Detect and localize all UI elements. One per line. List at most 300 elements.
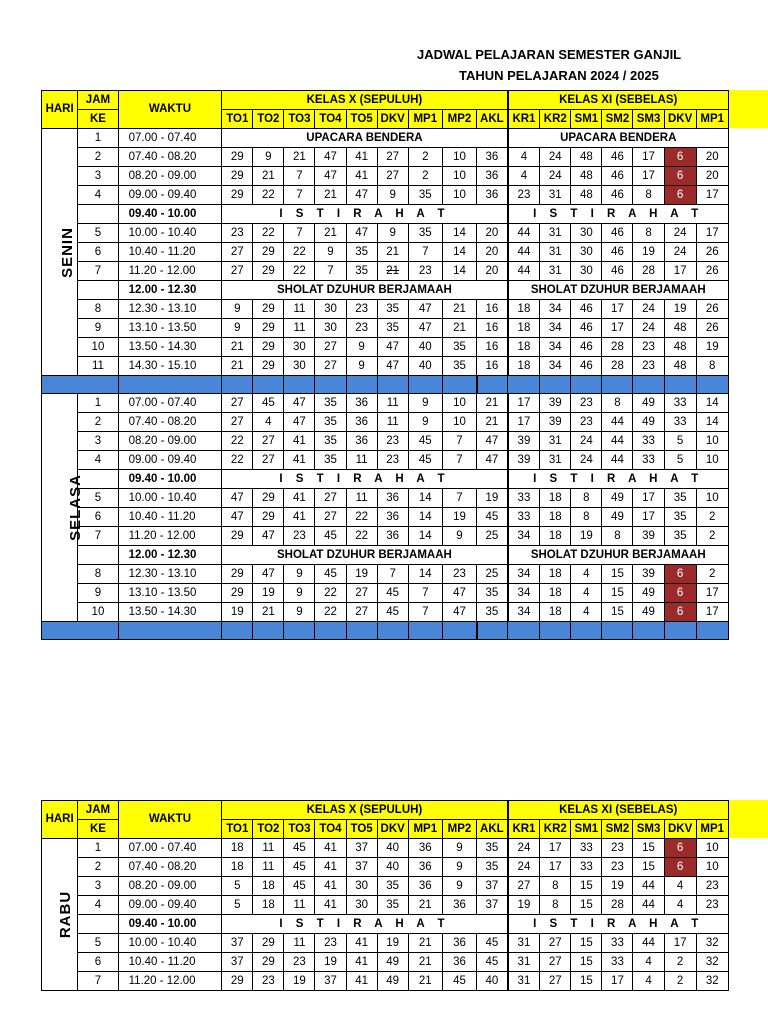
cell-xi: 17 [696,224,728,243]
cell-x: 5 [222,877,253,896]
header-kelas-xi: KELAS XI (SEBELAS) [508,801,729,820]
cell-xi: 35 [664,508,696,527]
cell-x: 9 [442,527,476,546]
cell-x: 47 [284,394,315,413]
cell-x: 19 [315,953,346,972]
table-row [42,565,760,584]
cell-x: 41 [315,858,346,877]
separator-cell [664,376,696,394]
cell-x: 49 [377,953,408,972]
table-row [42,394,760,413]
cell-x: 47 [442,584,476,603]
cell-x: 40 [408,338,442,357]
separator-cell [664,622,696,640]
cell-x: 19 [284,972,315,991]
cell-xi: 6 [664,603,696,622]
waktu: 09.40 - 10.00 [118,470,222,489]
day-label [42,129,78,376]
header-kelas-xi: KELAS XI (SEBELAS) [508,91,729,110]
cell-xi: 4 [508,167,540,186]
cell-xi: 8 [602,394,633,413]
cell-xi: 24 [508,858,540,877]
cell-x: 36 [408,839,442,858]
cell-xi: 32 [696,934,728,953]
cell-x: 35 [346,243,377,262]
separator-cell [571,622,602,640]
cell-x: 36 [346,413,377,432]
separator-cell [42,376,119,394]
cell-x: 35 [408,224,442,243]
cell-x: 29 [222,186,253,205]
cell-x: 37 [346,839,377,858]
cell-xi: 24 [664,243,696,262]
cell-xi: 17 [633,508,664,527]
cell-x: 37 [477,877,508,896]
waktu: 09.00 - 09.40 [118,186,222,205]
cell-x: 19 [253,584,284,603]
cell-xi: 2 [696,565,728,584]
cell-xi: 44 [602,413,633,432]
cell-xi: 4 [633,972,664,991]
cell-xi: 33 [633,451,664,470]
cell-x: 11 [284,896,315,915]
cell-x: 21 [477,413,508,432]
col-header-xi: MP1 [696,820,728,839]
cell-xi: 23 [571,394,602,413]
cell-xi: 2 [664,953,696,972]
schedule-subtitle: TAHUN PELAJARAN 2024 / 2025 [459,68,659,83]
cell-xi: 23 [696,896,728,915]
cell-xi: 8 [540,877,571,896]
cell-xi: 8 [696,357,728,376]
cell-xi: 31 [508,972,540,991]
col-header-x: TO4 [315,110,346,129]
cell-x: 45 [284,839,315,858]
cell-xi: 39 [508,432,540,451]
cell-xi: 31 [540,432,571,451]
cell-x: 45 [284,877,315,896]
span-xi-break: I S T I R A H A T [508,915,729,934]
cell-x: 22 [315,584,346,603]
cell-x: 9 [253,148,284,167]
table-row [42,934,760,953]
cell-xi: 34 [508,584,540,603]
cell-x: 45 [315,527,346,546]
cell-xi: 27 [540,972,571,991]
cell-xi: 4 [508,148,540,167]
cell-xi: 15 [633,839,664,858]
cell-xi: 35 [664,489,696,508]
cell-x: 35 [442,338,476,357]
waktu: 10.00 - 10.40 [118,934,222,953]
table-row [42,243,760,262]
waktu: 11.20 - 12.00 [118,972,222,991]
jam-ke: 2 [78,858,118,877]
cell-x: 35 [477,584,508,603]
jam-ke: 3 [78,432,118,451]
separator-cell [408,622,442,640]
header-hari: HARI [42,801,78,839]
col-header-x: MP2 [442,820,476,839]
col-header-x: TO2 [253,820,284,839]
cell-xi: 46 [571,357,602,376]
schedule-table-rabu [41,800,760,991]
cell-xi: 19 [664,300,696,319]
cell-xi: 6 [664,839,696,858]
cell-x: 19 [442,508,476,527]
jam-ke: 6 [78,508,118,527]
cell-xi: 32 [696,953,728,972]
waktu: 12.30 - 13.10 [118,565,222,584]
cell-xi: 48 [664,338,696,357]
cell-x: 23 [315,934,346,953]
jam-ke [78,546,118,565]
cell-x: 14 [408,527,442,546]
cell-x: 19 [477,489,508,508]
cell-x: 45 [408,432,442,451]
cell-xi: 46 [602,243,633,262]
header-waktu: WAKTU [118,801,222,839]
cell-xi: 24 [571,451,602,470]
cell-x: 21 [408,934,442,953]
cell-xi: 31 [540,224,571,243]
cell-x: 16 [477,319,508,338]
waktu: 11.20 - 12.00 [118,527,222,546]
cell-x: 36 [377,489,408,508]
jam-ke: 9 [78,319,118,338]
cell-xi: 18 [540,584,571,603]
cell-xi: 17 [633,148,664,167]
cell-x: 10 [442,167,476,186]
cell-xi: 15 [571,934,602,953]
cell-x: 7 [408,584,442,603]
cell-x: 35 [442,357,476,376]
cell-x: 22 [222,432,253,451]
cell-xi: 10 [696,489,728,508]
table-row [42,972,760,991]
table-row [42,451,760,470]
cell-x: 41 [315,839,346,858]
waktu: 08.20 - 09.00 [118,432,222,451]
jam-ke: 5 [78,489,118,508]
waktu: 14.30 - 15.10 [118,357,222,376]
table-row [42,470,760,489]
jam-ke: 1 [78,129,118,148]
cell-x: 36 [377,508,408,527]
cell-x: 35 [377,300,408,319]
cell-x: 36 [442,934,476,953]
waktu: 10.40 - 11.20 [118,953,222,972]
cell-xi: 18 [508,319,540,338]
cell-xi: 10 [696,451,728,470]
cell-xi: 6 [664,584,696,603]
table-row [42,186,760,205]
cell-x: 29 [222,527,253,546]
span-x-pray: SHOLAT DZUHUR BERJAMAAH [222,281,508,300]
col-header-xi: KR2 [540,110,571,129]
day-separator [42,622,760,640]
table-row [42,527,760,546]
cell-x: 37 [222,934,253,953]
cell-x: 40 [408,357,442,376]
cell-x: 47 [408,319,442,338]
cell-x: 19 [377,934,408,953]
cell-x: 20 [477,224,508,243]
cell-xi: 15 [571,896,602,915]
cell-x: 47 [315,148,346,167]
cell-xi: 31 [508,953,540,972]
cell-xi: 34 [508,527,540,546]
waktu: 09.00 - 09.40 [118,896,222,915]
cell-x: 21 [408,953,442,972]
cell-x: 29 [253,508,284,527]
cell-x: 21 [315,224,346,243]
cell-xi: 30 [571,224,602,243]
cell-x: 14 [442,224,476,243]
cell-xi: 49 [633,394,664,413]
jam-ke: 7 [78,972,118,991]
separator-cell [346,622,377,640]
cell-xi: 39 [633,565,664,584]
waktu: 09.40 - 10.00 [118,205,222,224]
cell-x: 29 [222,167,253,186]
cell-xi: 8 [540,896,571,915]
cell-xi: 44 [508,262,540,281]
schedule-table-1-wrapper [41,90,768,640]
cell-xi: 23 [602,839,633,858]
cell-x: 21 [408,896,442,915]
cell-x: 45 [408,451,442,470]
cell-x: 27 [222,394,253,413]
cell-xi: 5 [664,432,696,451]
separator-cell [284,376,315,394]
cell-xi: 31 [508,934,540,953]
cell-x: 9 [408,413,442,432]
cell-xi: 44 [508,224,540,243]
header-kelas-x: KELAS X (SEPULUH) [222,91,508,110]
header-jam: JAM [78,91,118,110]
cell-x: 9 [442,858,476,877]
jam-ke: 4 [78,896,118,915]
cell-xi: 8 [633,224,664,243]
cell-xi: 18 [540,508,571,527]
cell-x: 45 [315,565,346,584]
waktu: 10.40 - 11.20 [118,243,222,262]
schedule-table-senin-selasa [41,90,760,640]
cell-x: 23 [222,224,253,243]
cell-xi: 8 [633,186,664,205]
cell-x: 27 [315,489,346,508]
cell-xi: 46 [602,224,633,243]
cell-x: 22 [315,603,346,622]
table-row [42,205,760,224]
waktu: 10.00 - 10.40 [118,224,222,243]
jam-ke: 3 [78,877,118,896]
cell-x: 4 [253,413,284,432]
cell-x: 37 [315,972,346,991]
table-row [42,129,760,148]
cell-x: 22 [253,224,284,243]
cell-xi: 48 [571,148,602,167]
waktu: 09.00 - 09.40 [118,451,222,470]
table-row [42,584,760,603]
cell-x: 36 [442,953,476,972]
col-header-xi: SM3 [633,110,664,129]
table-row [42,262,760,281]
cell-xi: 4 [571,603,602,622]
separator-cell [377,622,408,640]
col-header-xi: SM1 [571,820,602,839]
cell-xi: 8 [571,489,602,508]
cell-xi: 49 [602,508,633,527]
cell-x: 18 [253,877,284,896]
cell-xi: 34 [540,319,571,338]
cell-x: 9 [442,839,476,858]
cell-x: 21 [477,394,508,413]
cell-xi: 19 [602,877,633,896]
col-header-x: TO3 [284,820,315,839]
cell-x: 9 [377,186,408,205]
cell-x: 27 [315,357,346,376]
cell-xi: 8 [602,527,633,546]
cell-x: 47 [284,413,315,432]
waktu: 07.00 - 07.40 [118,839,222,858]
table-row [42,896,760,915]
cell-xi: 33 [602,934,633,953]
cell-xi: 34 [540,357,571,376]
cell-xi: 10 [696,432,728,451]
cell-xi: 26 [696,243,728,262]
span-x-event: UPACARA BENDERA [222,129,508,148]
cell-x: 45 [253,394,284,413]
cell-x: 21 [253,603,284,622]
waktu: 07.40 - 08.20 [118,858,222,877]
cell-xi: 46 [602,262,633,281]
cell-xi: 33 [571,858,602,877]
cell-x: 27 [253,451,284,470]
separator-cell [508,376,540,394]
cell-x: 29 [253,300,284,319]
waktu: 08.20 - 09.00 [118,167,222,186]
jam-ke: 9 [78,584,118,603]
col-header-xi: KR1 [508,820,540,839]
waktu: 13.10 - 13.50 [118,584,222,603]
col-header-xi: KR1 [508,110,540,129]
cell-x: 23 [408,262,442,281]
col-header-xi: DKV [664,110,696,129]
waktu: 09.40 - 10.00 [118,915,222,934]
cell-xi: 46 [602,167,633,186]
cell-x: 9 [284,565,315,584]
cell-xi: 33 [664,394,696,413]
cell-x: 41 [346,148,377,167]
table-row [42,858,760,877]
cell-xi: 2 [664,972,696,991]
separator-cell [408,376,442,394]
cell-xi: 4 [664,896,696,915]
cell-xi: 33 [571,839,602,858]
header-jam: JAM [78,801,118,820]
col-header-xi: SM2 [602,110,633,129]
jam-ke [78,915,118,934]
cell-xi: 17 [696,603,728,622]
separator-cell [253,622,284,640]
cell-x: 29 [253,953,284,972]
cell-xi: 18 [540,527,571,546]
cell-xi: 27 [508,877,540,896]
cell-xi: 17 [602,319,633,338]
cell-x: 29 [253,934,284,953]
cell-x: 7 [315,262,346,281]
waktu: 08.20 - 09.00 [118,877,222,896]
cell-xi: 44 [633,934,664,953]
cell-x: 21 [253,167,284,186]
header-ke: KE [78,110,118,129]
separator-cell [42,622,119,640]
cell-xi: 39 [540,394,571,413]
cell-x: 47 [346,186,377,205]
separator-cell [571,376,602,394]
cell-x: 27 [346,584,377,603]
cell-xi: 23 [508,186,540,205]
cell-x: 10 [442,186,476,205]
table-row [42,915,760,934]
table-row [42,224,760,243]
cell-xi: 15 [571,953,602,972]
cell-x: 16 [477,300,508,319]
cell-xi: 19 [633,243,664,262]
cell-x: 27 [377,167,408,186]
jam-ke: 7 [78,527,118,546]
cell-x: 30 [284,357,315,376]
cell-xi: 23 [696,877,728,896]
span-x-pray: SHOLAT DZUHUR BERJAMAAH [222,546,508,565]
jam-ke: 6 [78,243,118,262]
cell-x: 29 [253,262,284,281]
cell-xi: 44 [602,432,633,451]
cell-xi: 30 [571,243,602,262]
cell-x: 41 [284,432,315,451]
table-row [42,357,760,376]
cell-x: 11 [377,394,408,413]
cell-x: 7 [377,565,408,584]
cell-x: 30 [284,338,315,357]
cell-xi: 24 [540,148,571,167]
jam-ke: 7 [78,262,118,281]
waktu: 13.50 - 14.30 [118,338,222,357]
cell-xi: 4 [571,565,602,584]
waktu: 12.30 - 13.10 [118,300,222,319]
jam-ke [78,205,118,224]
cell-x: 18 [222,839,253,858]
cell-xi: 6 [664,565,696,584]
waktu: 12.00 - 12.30 [118,546,222,565]
cell-x: 27 [253,432,284,451]
cell-xi: 2 [696,508,728,527]
cell-x: 9 [408,394,442,413]
cell-x: 29 [222,148,253,167]
cell-xi: 39 [633,527,664,546]
cell-x: 11 [346,489,377,508]
table-row [42,546,760,565]
cell-x: 11 [284,934,315,953]
cell-xi: 10 [696,839,728,858]
schedule-table-2-wrapper [41,800,768,991]
cell-xi: 17 [540,858,571,877]
cell-x: 41 [284,508,315,527]
cell-xi: 33 [602,953,633,972]
table-row [42,432,760,451]
